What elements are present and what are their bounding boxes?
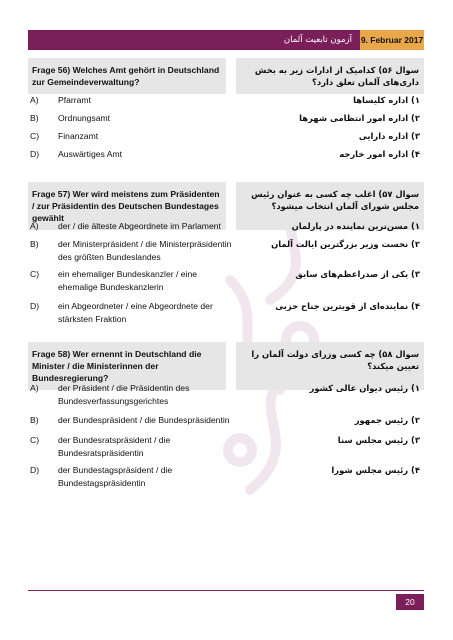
option-text-fa: ۴) اداره امور خارجه [339,149,420,159]
option-text-fa: ۲) نخست وزیر بزرگترین ایالت آلمان [271,239,420,249]
question-title-fa: سوال ۵۶) کدامیک از ادارات زیر به بخش داری‌های آلمان تعلق دارد؟ [236,58,424,94]
option-text-de: der Präsident / die Präsidentin des Bundesverfassungsgerichtes [58,383,190,406]
option-text-de: ein Abgeordneter / eine Abgeordnete der stärksten Fraktion [58,301,213,324]
option-text-fa: ۴) رئیس مجلس شورا [331,465,420,475]
question-title-de: Frage 58) Wer ernennt in Deutschland die Minister / die Ministerinnen der Bundesregierung? [28,342,226,390]
option-letter: A) [30,383,39,393]
option-text-de: Ordnungsamt [58,113,111,123]
question-title-fa: سوال ۵۸) چه کسی وزرای دولت آلمان را تعیین میکند؟ [236,342,424,390]
option-text-de: ein ehemaliger Bundeskanzler / eine ehemalige Bundeskanzlerin [58,269,198,292]
header-date: 9. Februar 2017 [360,30,424,50]
option-letter: D) [30,301,40,311]
option-text-de: der Ministerpräsident / die Ministerpräsidentin des größten Bundeslandes [58,239,232,262]
option-text-fa: ۱) اداره کلیساها [353,95,420,105]
page-number: 20 [396,594,424,610]
option-letter: B) [30,113,39,123]
option-text-fa: ۳) رئیس مجلس سنا [337,435,420,445]
option-text-de: der Bundesratspräsident / die Bundesratspräsidentin [58,435,171,458]
option-text-fa: ۲) اداره امور انتظامی شهرها [299,113,420,123]
option-text-de: Auswärtiges Amt [58,149,122,159]
option-text-fa: ۱) رئیس دیوان عالی کشور [309,383,420,393]
option-text-de: Pfarramt [58,95,91,105]
option-text-fa: ۱) مسن‌ترین نماینده در پارلمان [291,221,420,231]
option-letter: C) [30,435,40,445]
option-text-de: der / die älteste Abgeordnete im Parlament [58,221,221,231]
question-56 [28,58,424,159]
option-text-fa: ۳) یکی از صدراعظم‌های سابق [295,269,420,279]
option-text-fa: ۴) نماینده‌ای از قویترین جناح حزبی [275,301,420,311]
option-text-de: Finanzamt [58,131,99,141]
option-text-fa: ۲) رئیس جمهور [354,415,420,425]
option-text-de: der Bundespräsident / die Bundespräsidentin [58,415,230,425]
question-title-fa: سوال ۵۷) اغلب چه کسی به عنوان رئیس مجلس شورای آلمان انتخاب میشود؟ [236,182,424,230]
option-text-de: der Bundestagspräsident / die Bundestagspräsidentin [58,465,173,488]
question-58 [28,342,424,488]
header-title: آزمون تابعیت آلمان [28,30,360,50]
option-letter: C) [30,131,40,141]
question-57 [28,182,424,324]
option-letter: C) [30,269,40,279]
page-header [28,30,424,50]
option-letter: B) [30,239,39,249]
option-letter: D) [30,465,40,475]
footer-divider [28,590,424,591]
option-text-fa: ۳) اداره دارایی [358,131,420,141]
question-title-de: Frage 57) Wer wird meistens zum Präsidenten / zur Präsidentin des Deutschen Bundestages gewählt [28,182,226,230]
option-letter: A) [30,95,39,105]
option-letter: A) [30,221,39,231]
question-title-de: Frage 56) Welches Amt gehört in Deutschland zur Gemeindeverwaltung? [28,58,226,94]
option-letter: D) [30,149,40,159]
option-letter: B) [30,415,39,425]
